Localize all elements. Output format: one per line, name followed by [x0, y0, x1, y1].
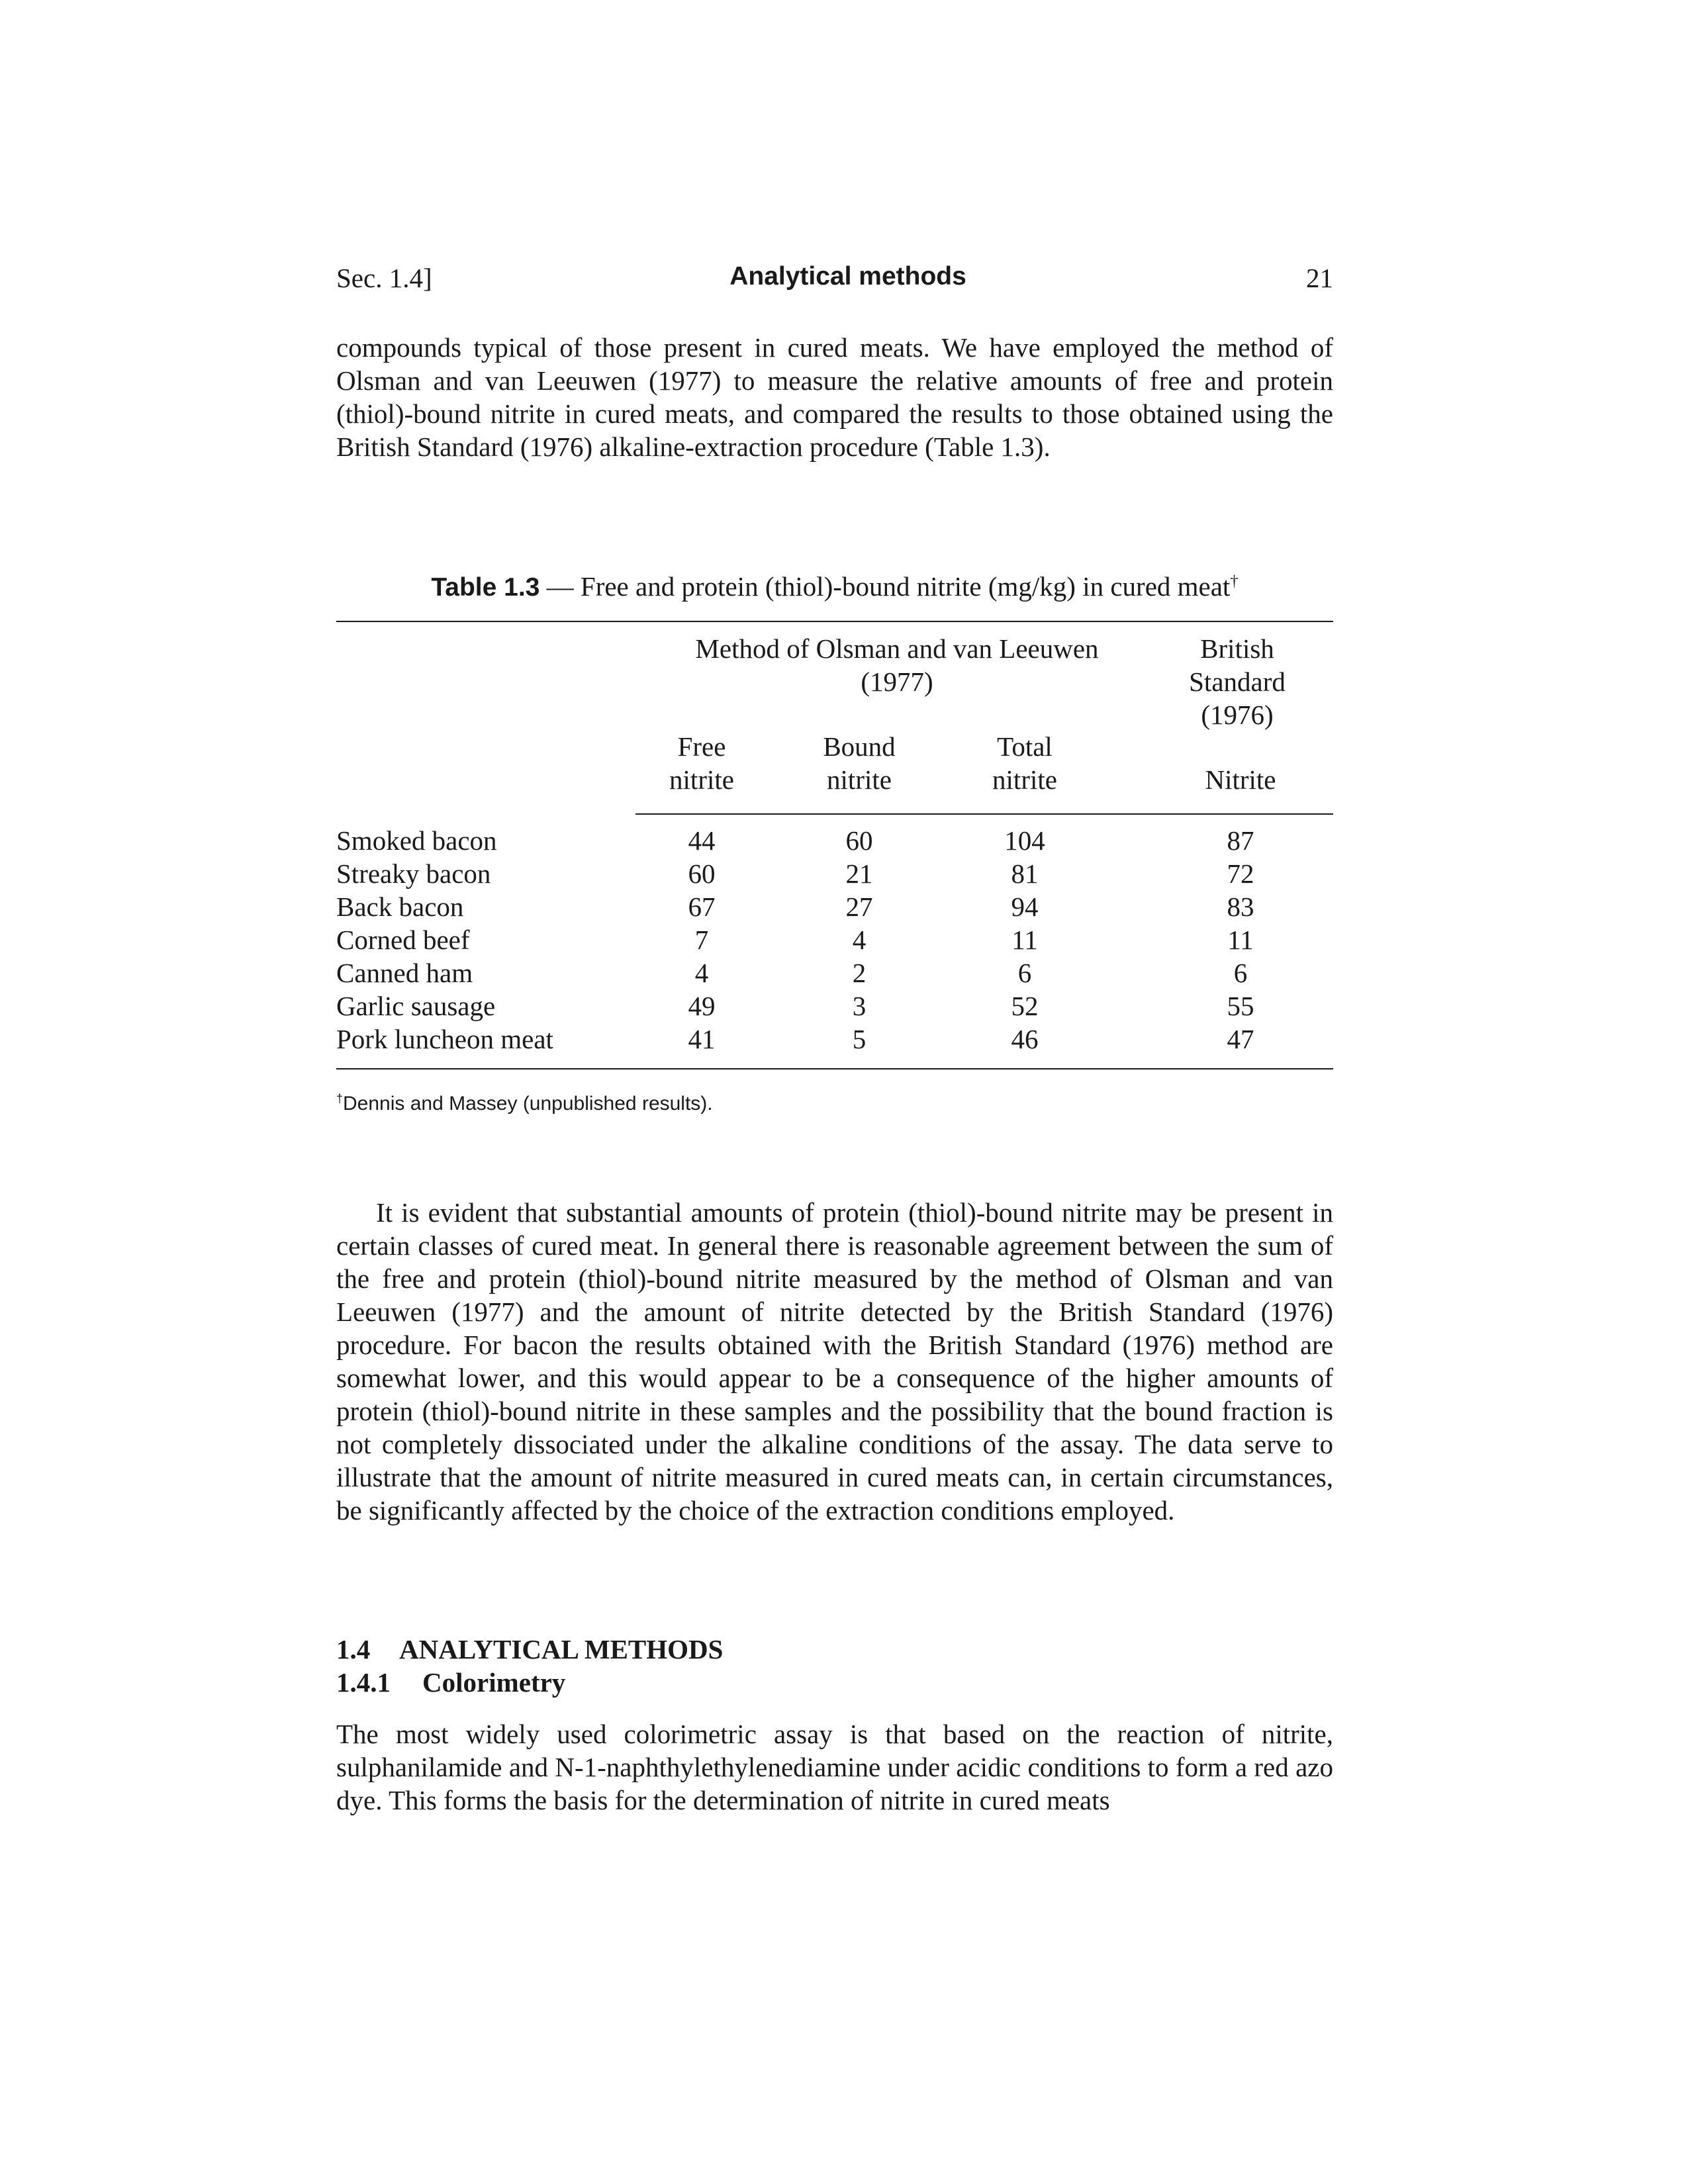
- column-header-bs-nitrite: Nitrite: [1205, 764, 1276, 795]
- cell-total: 94: [1011, 891, 1039, 922]
- subsection-number: 1.4.1: [336, 1667, 391, 1698]
- cell-total: 6: [1017, 958, 1032, 988]
- cell-bs: 47: [1227, 1024, 1254, 1054]
- row-label: Streaky bacon: [336, 858, 491, 889]
- cell-free: 44: [688, 825, 716, 856]
- table-caption-text: — Free and protein (thiol)-bound nitrite (mg/kg) in cured meat: [539, 571, 1231, 602]
- row-label: Garlic sausage: [336, 991, 496, 1021]
- footnote-text: Dennis and Massey (unpublished results).: [343, 1093, 713, 1115]
- table-footnote: [336, 1085, 713, 1117]
- cell-free: 4: [694, 958, 709, 988]
- subsection-heading: [336, 1666, 565, 1699]
- paragraph-discussion: It is evident that substantial amounts of protein (thiol)-bound nitrite may be present in certain classes of cured meat. In general there is reasonable agreement between the sum of the free and protein (thiol)-bound nitrite measured by the method of Olsman and van Leeuwen (1977) and the amount of nitrite detected by the British Standard (1976) procedure. For bacon the results obtained with the British Standard (1976) method are somewhat lower, and this would appear to be a consequence of the higher amounts of protein (thiol)-bound nitrite in these samples and the possibility that the bound fraction is not completely dissociated under the alkaline conditions of the assay. The data serve to illustrate that the amount of nitrite measured in cured meats can, in certain circumstances, be significantly affected by the choice of the extraction conditions employed.: [336, 1197, 1333, 1525]
- table-row: [336, 923, 1333, 956]
- section-number: 1.4: [336, 1634, 371, 1664]
- table-top-rule: [336, 621, 1333, 622]
- footnote-mark: †: [336, 1092, 344, 1105]
- page-number: 21: [1306, 263, 1333, 293]
- subsection-title: Colorimetry: [422, 1667, 566, 1698]
- cell-total: 104: [1004, 825, 1045, 856]
- cell-bound: 27: [845, 891, 873, 922]
- table-caption: [336, 570, 1333, 602]
- cell-bs: 72: [1227, 858, 1254, 889]
- table-row: [336, 989, 1333, 1023]
- cell-bound: 3: [852, 991, 867, 1021]
- column-header-bound-nitrite: Bound nitrite: [823, 731, 896, 795]
- column-group-header-olsman: Method of Olsman and van Leeuwen (1977): [695, 633, 1099, 697]
- cell-total: 81: [1011, 858, 1039, 889]
- cell-free: 49: [688, 991, 716, 1021]
- running-head: [336, 262, 1333, 302]
- cell-total: 11: [1011, 925, 1038, 955]
- table-row: [336, 857, 1333, 890]
- cell-bound: 2: [852, 958, 867, 988]
- cell-bs: 83: [1227, 891, 1254, 922]
- row-label: Back bacon: [336, 891, 464, 922]
- cell-bound: 5: [852, 1024, 867, 1054]
- cell-bound: 21: [845, 858, 873, 889]
- table-row: [336, 824, 1333, 857]
- row-label: Corned beef: [336, 925, 470, 955]
- table-caption-label: Table 1.3: [431, 573, 540, 602]
- cell-total: 46: [1011, 1024, 1039, 1054]
- column-header-free-nitrite: Free nitrite: [669, 731, 734, 795]
- running-head-section: Sec. 1.4]: [336, 263, 432, 293]
- cell-bs: 6: [1233, 958, 1248, 988]
- row-label: Canned ham: [336, 958, 473, 988]
- section-title: ANALYTICAL METHODS: [399, 1634, 724, 1664]
- row-label: Smoked bacon: [336, 825, 497, 856]
- table-row: [336, 956, 1333, 989]
- cell-free: 41: [688, 1024, 716, 1054]
- cell-bound: 60: [845, 825, 873, 856]
- row-label: Pork luncheon meat: [336, 1024, 553, 1054]
- cell-free: 67: [688, 891, 716, 922]
- cell-total: 52: [1011, 991, 1039, 1021]
- section-heading: [336, 1633, 723, 1666]
- document-page: [336, 0, 1333, 2184]
- paragraph-colorimetry: The most widely used colorimetric assay is that based on the reaction of nitrite, sulphanilamide and N-1-naphthylethylenediamine under acidic conditions to form a red azo dye. This forms the basis for the determination of nitrite in cured meats: [336, 1719, 1333, 1815]
- table-bottom-rule: [336, 1068, 1333, 1069]
- cell-bound: 4: [852, 925, 867, 955]
- cell-bs: 55: [1227, 991, 1254, 1021]
- cell-bs: 87: [1227, 825, 1254, 856]
- table-caption-mark: †: [1230, 572, 1239, 590]
- cell-free: 60: [688, 858, 716, 889]
- column-group-header-british-standard: British Standard (1976): [1189, 633, 1286, 730]
- table-header-rule: [635, 813, 1333, 815]
- column-header-total-nitrite: Total nitrite: [992, 731, 1057, 795]
- paragraph-intro: compounds typical of those present in cured meats. We have employed the method of Olsman and van Leeuwen (1977) to measure the relative amounts of free and protein (thiol)-bound nitrite in cured meats, and compared the results to those obtained using the British Standard (1976) alkaline-extraction procedure (Table 1.3).: [336, 332, 1333, 462]
- table-row: [336, 1023, 1333, 1056]
- running-head-title: Analytical methods: [729, 262, 966, 291]
- table-row: [336, 890, 1333, 923]
- table-body: [336, 824, 1333, 1056]
- cell-free: 7: [694, 925, 709, 955]
- cell-bs: 11: [1227, 925, 1254, 955]
